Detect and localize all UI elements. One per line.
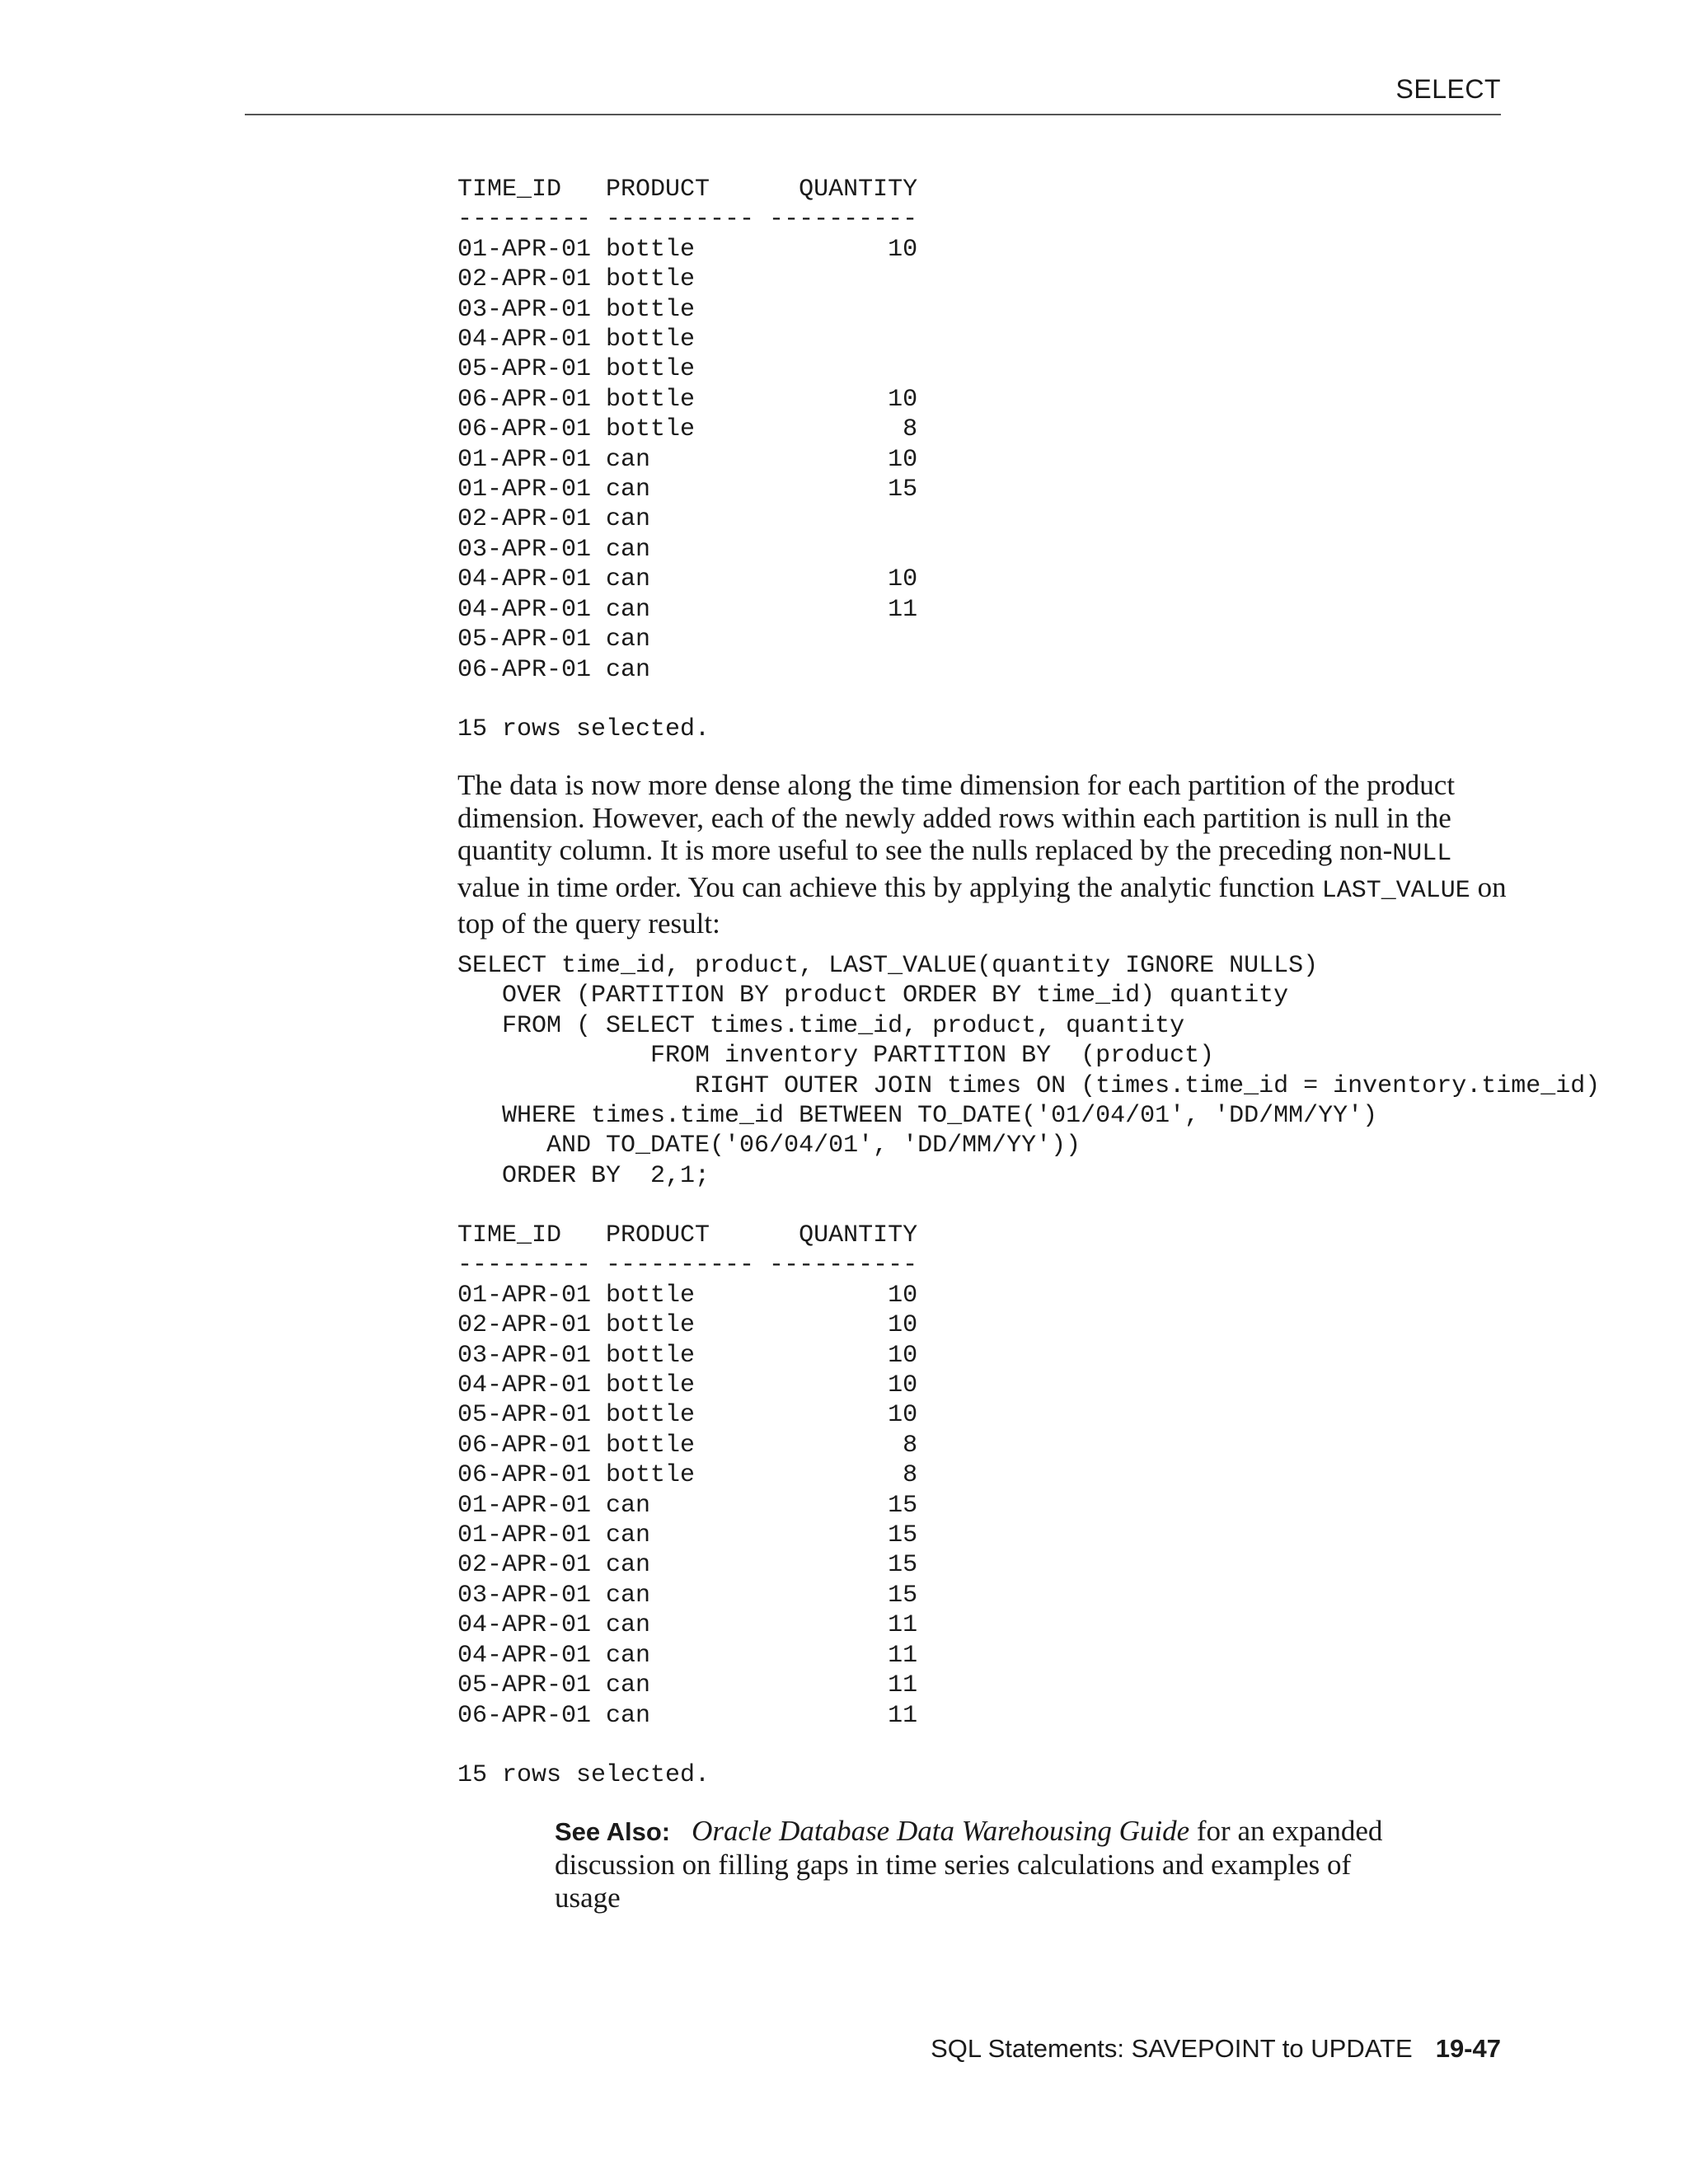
- table-row: 01-APR-01 bottle 10: [457, 1281, 918, 1310]
- paragraph-text: value in time order. You can achieve this by applying the analytic function: [457, 870, 1322, 903]
- table-row: 05-APR-01 bottle 10: [457, 1401, 918, 1430]
- table-row: 01-APR-01 bottle 10: [457, 235, 918, 264]
- page-number: 19-47: [1435, 2034, 1501, 2063]
- table-row: 05-APR-01 can: [457, 626, 651, 654]
- result-table-1: [457, 175, 917, 745]
- paragraph-text: on top of the query result:: [457, 870, 1507, 940]
- result-table-1-header: TIME_ID PRODUCT QUANTITY: [457, 176, 918, 204]
- table-row: 03-APR-01 bottle: [457, 295, 696, 324]
- table-row: 05-APR-01 can 11: [457, 1671, 918, 1700]
- table-row: 05-APR-01 bottle: [457, 355, 696, 384]
- inline-code: LAST_VALUE: [1321, 876, 1470, 905]
- page-footer: [931, 2034, 1501, 2064]
- table-row: 06-APR-01 can 11: [457, 1701, 918, 1730]
- inline-code: NULL: [1392, 840, 1452, 868]
- table-row: 02-APR-01 can 15: [457, 1551, 918, 1580]
- blank-line: [457, 685, 917, 715]
- see-also-label: See Also:: [555, 1817, 671, 1846]
- blank-line: [457, 1731, 917, 1760]
- table-row: 03-APR-01 can: [457, 535, 651, 564]
- code-line: FROM ( SELECT times.time_id, product, quantity: [457, 1011, 1185, 1040]
- table-row: 06-APR-01 bottle 8: [457, 415, 918, 444]
- table-row: 04-APR-01 can 11: [457, 1611, 918, 1640]
- table-row: 04-APR-01 bottle 10: [457, 1371, 918, 1400]
- result-table-2-separator: --------- ---------- ----------: [457, 1251, 918, 1280]
- table-row: 01-APR-01 can 10: [457, 445, 918, 474]
- see-also-text: for an expanded discussion on filling gaps in time series calculations and examples of usage: [555, 1815, 1383, 1914]
- table-row: 04-APR-01 bottle: [457, 326, 696, 354]
- table-row: 04-APR-01 can 11: [457, 1641, 918, 1670]
- code-line: OVER (PARTITION BY product ORDER BY time_id) quantity: [457, 982, 1289, 1010]
- header-divider: [245, 114, 1501, 115]
- code-line: RIGHT OUTER JOIN times ON (times.time_id = inventory.time_id): [457, 1071, 1601, 1100]
- result-table-2-footer: 15 rows selected.: [457, 1761, 710, 1790]
- table-row: 06-APR-01 can: [457, 655, 651, 684]
- table-row: 06-APR-01 bottle 8: [457, 1461, 918, 1490]
- see-also-note: [555, 1815, 1412, 1915]
- table-row: 06-APR-01 bottle 8: [457, 1431, 918, 1460]
- running-header-title: SELECT: [1395, 74, 1501, 104]
- table-row: 06-APR-01 bottle 10: [457, 385, 918, 414]
- result-table-2-header: TIME_ID PRODUCT QUANTITY: [457, 1221, 918, 1249]
- body-paragraph: [457, 769, 1512, 940]
- code-line: SELECT time_id, product, LAST_VALUE(quantity IGNORE NULLS): [457, 952, 1319, 980]
- code-line: FROM inventory PARTITION BY (product): [457, 1042, 1215, 1071]
- result-table-1-footer: 15 rows selected.: [457, 715, 710, 744]
- table-row: 02-APR-01 can: [457, 505, 651, 534]
- table-row: 04-APR-01 can 10: [457, 565, 918, 594]
- table-row: 03-APR-01 can 15: [457, 1581, 918, 1610]
- table-row: 02-APR-01 bottle 10: [457, 1311, 918, 1340]
- code-line: ORDER BY 2,1;: [457, 1161, 710, 1190]
- see-also-reference: Oracle Database Data Warehousing Guide: [692, 1815, 1190, 1847]
- result-table-2: [457, 1221, 917, 1791]
- footer-section-title: SQL Statements: SAVEPOINT to UPDATE: [931, 2034, 1413, 2063]
- table-row: 01-APR-01 can 15: [457, 1521, 918, 1550]
- code-line: WHERE times.time_id BETWEEN TO_DATE('01/04/01', 'DD/MM/YY'): [457, 1102, 1378, 1131]
- table-row: 01-APR-01 can 15: [457, 1491, 918, 1520]
- table-row: 04-APR-01 can 11: [457, 595, 918, 624]
- table-row: 03-APR-01 bottle 10: [457, 1341, 918, 1370]
- result-table-1-separator: --------- ---------- ----------: [457, 205, 918, 234]
- paragraph-text: The data is now more dense along the time dimension for each partition of the product dimension. However, each of the newly added rows within each partition is null in the quantity column. It is more useful to see the nulls replaced by the preceding non-: [457, 769, 1456, 866]
- code-line: AND TO_DATE('06/04/01', 'DD/MM/YY')): [457, 1132, 1081, 1160]
- table-row: 01-APR-01 can 15: [457, 476, 918, 504]
- table-row: 02-APR-01 bottle: [457, 265, 696, 294]
- sql-query-block: [457, 951, 1600, 1191]
